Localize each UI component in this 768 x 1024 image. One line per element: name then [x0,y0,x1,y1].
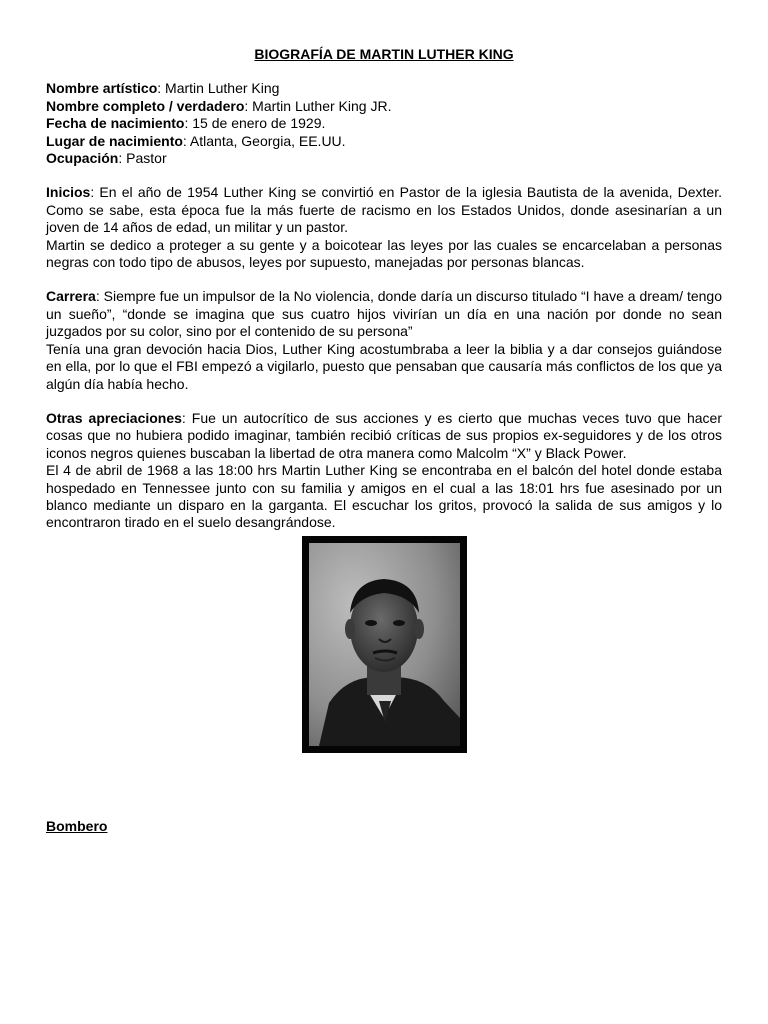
fact-label: Lugar de nacimiento [46,132,183,149]
section-paragraph: El 4 de abril de 1968 a las 18:00 hrs Martin Luther King se encontraba en el balcón del hotel donde estaba hospedado en Tennessee junto con su familia y amigos en el cual a las 18:01 hrs fue asesinado por un blanco mediante un disparo en la garganta. El escuchar los gritos, provocó la salida de sus amigos y lo encontraron tirado en el suelo desangrándose. [46,462,722,531]
fact-birth-date [46,115,722,132]
section-paragraph [46,184,722,236]
fact-label: Nombre artístico [46,80,158,97]
section-inicios [46,184,722,271]
paragraph-text: : En el año de 1954 Luther King se convirtió en Pastor de la iglesia Bautista de la avenida, Dexter. Como se sabe, esta época fue la más fuerte de racismo en los Estados Unidos, donde asesinarían a un joven de 14 años de edad, un militar y un pastor. [46,184,722,236]
fact-value: : Atlanta, Georgia, EE.UU. [182,132,346,149]
section-label: Otras apreciaciones [46,409,182,426]
section-paragraph [46,288,722,340]
photo-container [46,536,722,757]
paragraph-text: : Fue un autocrítico de sus acciones y es cierto que muchas veces tuvo que hacer cosas que no hubiera podido imaginar, también recibió críticas de sus propios ex-seguidores y de los otros iconos negros quienes buscaban la libertad de otra manera como Malcolm “X” y Black Power. [46,409,722,461]
fact-value: : Martin Luther King JR. [244,97,392,114]
fact-stage-name [46,80,722,97]
fact-label: Nombre completo / verdadero [46,97,245,114]
fact-occupation [46,150,722,167]
fact-value: : Martin Luther King [157,80,280,97]
portrait-image [309,543,460,746]
page-title: BIOGRAFÍA DE MARTIN LUTHER KING [254,46,514,62]
section-paragraph: Martin se dedico a proteger a su gente y a boicotear las leyes por las cuales se encarcelaban a personas negras con todo tipo de abusos, leyes por supuesto, manejadas por personas blancas. [46,236,722,271]
portrait-photo [302,536,467,753]
section-paragraph: Tenía una gran devoción hacia Dios, Luther King acostumbraba a leer la biblia y a dar consejos guiándose en ella, por lo que el FBI empezó a vigilarlo, puesto que pensaban que causaría más conflictos de los que ya algún día había hecho. [46,340,722,392]
fact-value: : 15 de enero de 1929. [184,115,326,132]
section-paragraph [46,410,722,462]
fact-label: Fecha de nacimiento [46,115,185,132]
fact-full-name [46,98,722,115]
section-label: Inicios [46,184,91,201]
section-label: Carrera [46,288,96,305]
paragraph-text: : Siempre fue un impulsor de la No violencia, donde daría un discurso titulado “I have a dream/ tengo un sueño”, “donde se imagina que sus cuatro hijos vivirían un día en una nación por donde no sean juzgados por su color, sino por el contenido de su persona” [46,288,722,340]
section-carrera [46,288,722,392]
section-otras-apreciaciones [46,410,722,532]
fact-birth-place [46,133,722,150]
footer-heading: Bombero [46,818,108,834]
facts-block [46,80,722,167]
fact-label: Ocupación [46,150,119,167]
fact-value: : Pastor [118,150,167,167]
